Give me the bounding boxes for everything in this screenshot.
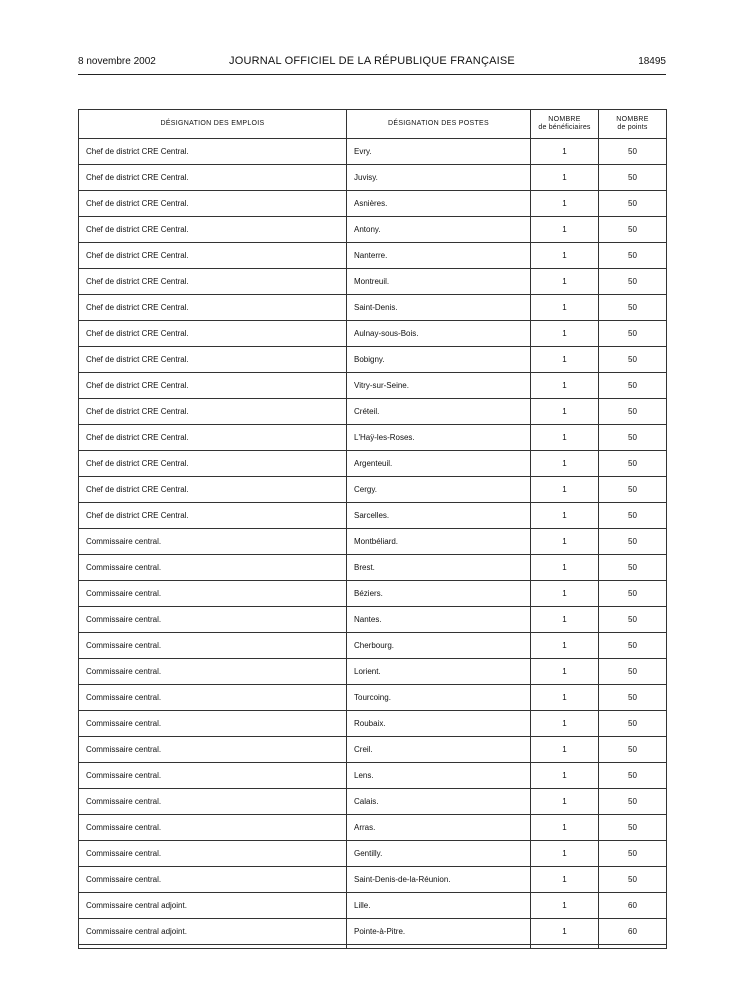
cell-emploi: Chef de district CRE Central.: [79, 425, 347, 451]
cell-beneficiaires: 1: [531, 867, 599, 893]
cell-beneficiaires: 1: [531, 139, 599, 165]
cell-points: 60: [599, 893, 667, 919]
cell-beneficiaires: 1: [531, 373, 599, 399]
page-date: 8 novembre 2002: [78, 56, 156, 67]
cell-poste: Nantes.: [347, 607, 531, 633]
cell-poste: Nanterre.: [347, 243, 531, 269]
cell-poste: Calais.: [347, 789, 531, 815]
table-row: [79, 477, 667, 503]
table-row: [79, 555, 667, 581]
cell-points: 50: [599, 789, 667, 815]
cell-poste: Aulnay-sous-Bois.: [347, 321, 531, 347]
cell-points: 50: [599, 763, 667, 789]
table-row: [79, 529, 667, 555]
cell-beneficiaires: 1: [531, 919, 599, 945]
cell-emploi: Commissaire central.: [79, 633, 347, 659]
page-header: [78, 53, 666, 73]
cell-points: 50: [599, 191, 667, 217]
cell-poste: Arras.: [347, 815, 531, 841]
cell-beneficiaires: 1: [531, 425, 599, 451]
table-row: [79, 269, 667, 295]
header-points: [599, 110, 667, 139]
cell-points: 50: [599, 555, 667, 581]
cell-emploi: Commissaire central.: [79, 711, 347, 737]
cell-poste: Roubaix.: [347, 711, 531, 737]
cell-emploi: Commissaire central adjoint.: [79, 893, 347, 919]
table-row: [79, 841, 667, 867]
cell-beneficiaires: 1: [531, 191, 599, 217]
cell-emploi: Commissaire central.: [79, 607, 347, 633]
table-row: [79, 711, 667, 737]
cell-poste: Brest.: [347, 555, 531, 581]
header-postes: DÉSIGNATION DES POSTES: [347, 110, 531, 139]
cell-emploi: Commissaire central.: [79, 659, 347, 685]
cell-beneficiaires: 1: [531, 685, 599, 711]
cell-emploi: Commissaire central.: [79, 529, 347, 555]
continuation-cell: [599, 945, 667, 949]
cell-points: 50: [599, 477, 667, 503]
header-beneficiaires-top: NOMBRE: [548, 116, 581, 123]
table-row: [79, 425, 667, 451]
header-points-top: NOMBRE: [616, 116, 649, 123]
continuation-cell: [531, 945, 599, 949]
cell-beneficiaires: 1: [531, 711, 599, 737]
cell-emploi: Chef de district CRE Central.: [79, 373, 347, 399]
cell-points: 50: [599, 607, 667, 633]
cell-points: 50: [599, 425, 667, 451]
cell-poste: Lorient.: [347, 659, 531, 685]
table-row: [79, 867, 667, 893]
cell-poste: Sarcelles.: [347, 503, 531, 529]
table-row: [79, 191, 667, 217]
table-header-row: [79, 110, 667, 139]
cell-beneficiaires: 1: [531, 503, 599, 529]
cell-emploi: Commissaire central.: [79, 815, 347, 841]
cell-emploi: Chef de district CRE Central.: [79, 477, 347, 503]
cell-emploi: Chef de district CRE Central.: [79, 347, 347, 373]
table-row: [79, 295, 667, 321]
cell-points: 50: [599, 503, 667, 529]
cell-emploi: Commissaire central.: [79, 867, 347, 893]
cell-beneficiaires: 1: [531, 269, 599, 295]
table-row: [79, 633, 667, 659]
cell-emploi: Chef de district CRE Central.: [79, 295, 347, 321]
cell-points: 50: [599, 841, 667, 867]
cell-beneficiaires: 1: [531, 321, 599, 347]
table-row: [79, 347, 667, 373]
cell-poste: Montreuil.: [347, 269, 531, 295]
cell-emploi: Chef de district CRE Central.: [79, 217, 347, 243]
table-row: [79, 399, 667, 425]
cell-emploi: Chef de district CRE Central.: [79, 451, 347, 477]
cell-beneficiaires: 1: [531, 451, 599, 477]
cell-poste: Juvisy.: [347, 165, 531, 191]
cell-points: 50: [599, 217, 667, 243]
cell-poste: Créteil.: [347, 399, 531, 425]
cell-poste: Tourcoing.: [347, 685, 531, 711]
cell-poste: Lens.: [347, 763, 531, 789]
table-body: [79, 139, 667, 949]
cell-beneficiaires: 1: [531, 217, 599, 243]
cell-points: 60: [599, 919, 667, 945]
cell-points: 50: [599, 685, 667, 711]
cell-points: 50: [599, 243, 667, 269]
table-row: [79, 503, 667, 529]
cell-emploi: Commissaire central adjoint.: [79, 919, 347, 945]
table-row: [79, 607, 667, 633]
cell-beneficiaires: 1: [531, 763, 599, 789]
cell-poste: Evry.: [347, 139, 531, 165]
cell-beneficiaires: 1: [531, 529, 599, 555]
cell-emploi: Chef de district CRE Central.: [79, 191, 347, 217]
table-row: [79, 243, 667, 269]
cell-poste: Montbéliard.: [347, 529, 531, 555]
cell-poste: Saint-Denis.: [347, 295, 531, 321]
cell-beneficiaires: 1: [531, 893, 599, 919]
cell-poste: Creil.: [347, 737, 531, 763]
cell-emploi: Commissaire central.: [79, 685, 347, 711]
cell-points: 50: [599, 139, 667, 165]
table-row: [79, 659, 667, 685]
cell-beneficiaires: 1: [531, 347, 599, 373]
cell-points: 50: [599, 633, 667, 659]
cell-poste: Pointe-à-Pitre.: [347, 919, 531, 945]
cell-beneficiaires: 1: [531, 659, 599, 685]
cell-poste: Bobigny.: [347, 347, 531, 373]
table-row: [79, 685, 667, 711]
cell-beneficiaires: 1: [531, 555, 599, 581]
cell-poste: Asnières.: [347, 191, 531, 217]
cell-points: 50: [599, 451, 667, 477]
header-points-bottom: de points: [617, 124, 648, 131]
header-emplois: DÉSIGNATION DES EMPLOIS: [79, 110, 347, 139]
cell-points: 50: [599, 711, 667, 737]
table-row: [79, 763, 667, 789]
cell-emploi: Chef de district CRE Central.: [79, 139, 347, 165]
cell-poste: Antony.: [347, 217, 531, 243]
positions-table: [78, 109, 667, 949]
cell-beneficiaires: 1: [531, 633, 599, 659]
page-number: 18495: [638, 56, 666, 67]
journal-title: JOURNAL OFFICIEL DE LA RÉPUBLIQUE FRANÇAISE: [229, 55, 515, 67]
cell-beneficiaires: 1: [531, 581, 599, 607]
cell-beneficiaires: 1: [531, 243, 599, 269]
table-row: [79, 919, 667, 945]
cell-points: 50: [599, 347, 667, 373]
cell-poste: Argenteuil.: [347, 451, 531, 477]
table-row: [79, 789, 667, 815]
cell-points: 50: [599, 295, 667, 321]
cell-points: 50: [599, 399, 667, 425]
table-row: [79, 321, 667, 347]
cell-emploi: Commissaire central.: [79, 737, 347, 763]
table-row: [79, 139, 667, 165]
cell-emploi: Commissaire central.: [79, 581, 347, 607]
table-row: [79, 451, 667, 477]
cell-emploi: Chef de district CRE Central.: [79, 321, 347, 347]
cell-points: 50: [599, 737, 667, 763]
cell-beneficiaires: 1: [531, 295, 599, 321]
cell-points: 50: [599, 529, 667, 555]
cell-emploi: Chef de district CRE Central.: [79, 399, 347, 425]
cell-points: 50: [599, 321, 667, 347]
cell-points: 50: [599, 581, 667, 607]
table-row: [79, 815, 667, 841]
header-beneficiaires-bottom: de bénéficiaires: [538, 124, 591, 131]
cell-emploi: Chef de district CRE Central.: [79, 243, 347, 269]
cell-poste: Gentilly.: [347, 841, 531, 867]
table-row: [79, 165, 667, 191]
continuation-cell: [79, 945, 347, 949]
cell-emploi: Chef de district CRE Central.: [79, 269, 347, 295]
table-row: [79, 893, 667, 919]
cell-points: 50: [599, 867, 667, 893]
cell-beneficiaires: 1: [531, 737, 599, 763]
cell-points: 50: [599, 373, 667, 399]
cell-beneficiaires: 1: [531, 841, 599, 867]
cell-poste: Saint-Denis-de-la-Réunion.: [347, 867, 531, 893]
table-row: [79, 217, 667, 243]
cell-beneficiaires: 1: [531, 477, 599, 503]
cell-emploi: Commissaire central.: [79, 841, 347, 867]
cell-points: 50: [599, 659, 667, 685]
header-rule: [78, 74, 666, 75]
cell-poste: Cherbourg.: [347, 633, 531, 659]
cell-beneficiaires: 1: [531, 399, 599, 425]
cell-poste: Cergy.: [347, 477, 531, 503]
cell-points: 50: [599, 165, 667, 191]
cell-emploi: Commissaire central.: [79, 555, 347, 581]
table-row: [79, 737, 667, 763]
cell-points: 50: [599, 269, 667, 295]
cell-beneficiaires: 1: [531, 815, 599, 841]
cell-poste: Lille.: [347, 893, 531, 919]
cell-emploi: Chef de district CRE Central.: [79, 165, 347, 191]
cell-points: 50: [599, 815, 667, 841]
header-beneficiaires: [531, 110, 599, 139]
cell-emploi: Chef de district CRE Central.: [79, 503, 347, 529]
cell-beneficiaires: 1: [531, 789, 599, 815]
cell-beneficiaires: 1: [531, 165, 599, 191]
continuation-cell: [347, 945, 531, 949]
table-continuation-row: [79, 945, 667, 949]
table-row: [79, 373, 667, 399]
cell-poste: Vitry-sur-Seine.: [347, 373, 531, 399]
cell-poste: Béziers.: [347, 581, 531, 607]
cell-emploi: Commissaire central.: [79, 763, 347, 789]
cell-beneficiaires: 1: [531, 607, 599, 633]
table-row: [79, 581, 667, 607]
cell-emploi: Commissaire central.: [79, 789, 347, 815]
cell-poste: L'Haÿ-les-Roses.: [347, 425, 531, 451]
